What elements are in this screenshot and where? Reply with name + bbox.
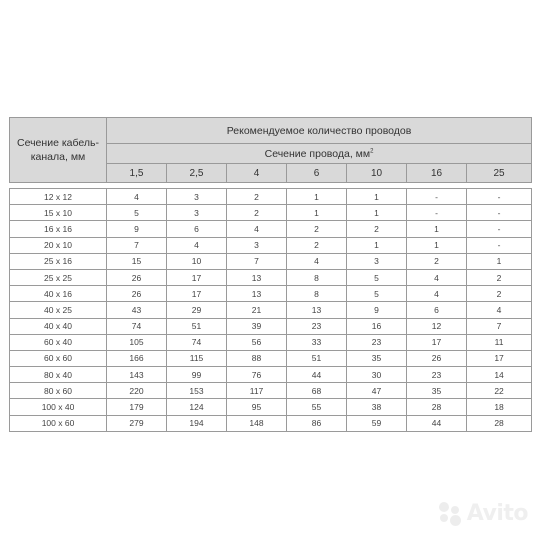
channel-size-cell: 80 x 60	[10, 383, 107, 399]
wire-count-cell: 4	[167, 237, 227, 253]
wire-count-cell: 2	[347, 221, 407, 237]
channel-size-cell: 60 x 40	[10, 334, 107, 350]
wire-count-cell: 13	[227, 286, 287, 302]
avito-watermark	[437, 500, 528, 526]
wire-count-cell: 33	[287, 334, 347, 350]
wire-count-cell: 105	[107, 334, 167, 350]
wire-count-cell: 17	[167, 269, 227, 285]
wire-count-cell: 17	[467, 350, 532, 366]
table-row	[10, 286, 532, 302]
channel-size-cell: 15 x 10	[10, 205, 107, 221]
wire-count-cell: 17	[167, 286, 227, 302]
wire-count-cell: 4	[287, 253, 347, 269]
wire-header	[107, 144, 532, 164]
wire-count-cell: 47	[347, 383, 407, 399]
wire-count-cell: -	[407, 205, 467, 221]
channel-size-cell: 60 x 60	[10, 350, 107, 366]
wire-count-cell: 3	[167, 205, 227, 221]
corner-header: Сечение кабель-канала, мм	[10, 118, 107, 183]
wire-count-cell: 1	[287, 189, 347, 205]
channel-size-cell: 100 x 60	[10, 415, 107, 431]
wire-count-cell: 1	[347, 237, 407, 253]
wire-count-cell: 26	[107, 269, 167, 285]
wire-count-cell: 99	[167, 367, 227, 383]
wire-count-cell: 6	[167, 221, 227, 237]
wire-count-cell: -	[467, 205, 532, 221]
wire-count-cell: 68	[287, 383, 347, 399]
wire-count-cell: 26	[407, 350, 467, 366]
wire-count-cell: -	[467, 189, 532, 205]
wire-size-header: 4	[227, 164, 287, 183]
table-row	[10, 269, 532, 285]
table-row	[10, 253, 532, 269]
wire-count-cell: 13	[287, 302, 347, 318]
wire-count-cell: 22	[467, 383, 532, 399]
wire-count-cell: 9	[347, 302, 407, 318]
wire-count-cell: 6	[407, 302, 467, 318]
wire-count-cell: 7	[227, 253, 287, 269]
wire-count-cell: 74	[167, 334, 227, 350]
wire-header-text: Сечение провода, мм	[264, 147, 371, 160]
wire-count-cell: 5	[347, 286, 407, 302]
table-row	[10, 205, 532, 221]
wire-count-cell: 166	[107, 350, 167, 366]
wire-count-cell: 115	[167, 350, 227, 366]
wire-count-cell: 21	[227, 302, 287, 318]
wire-count-cell: 4	[227, 221, 287, 237]
wire-count-cell: 279	[107, 415, 167, 431]
wire-count-cell: 179	[107, 399, 167, 415]
wire-count-cell: 14	[467, 367, 532, 383]
table-row	[10, 334, 532, 350]
table-row	[10, 237, 532, 253]
wire-count-cell: 11	[467, 334, 532, 350]
wire-count-cell: 16	[347, 318, 407, 334]
table-row	[10, 350, 532, 366]
table-row	[10, 383, 532, 399]
table-row	[10, 415, 532, 431]
channel-size-cell: 12 x 12	[10, 189, 107, 205]
channel-size-cell: 16 x 16	[10, 221, 107, 237]
wire-count-cell: 2	[287, 221, 347, 237]
wire-count-cell: 4	[467, 302, 532, 318]
wire-count-cell: 220	[107, 383, 167, 399]
wire-count-cell: 74	[107, 318, 167, 334]
channel-size-cell: 80 x 40	[10, 367, 107, 383]
wire-size-header: 16	[407, 164, 467, 183]
wire-count-cell: 4	[407, 286, 467, 302]
wire-count-cell: 56	[227, 334, 287, 350]
wire-count-cell: 35	[407, 383, 467, 399]
cable-channel-table	[9, 117, 532, 432]
wire-count-cell: 18	[467, 399, 532, 415]
wire-count-cell: 2	[467, 286, 532, 302]
wire-header-sup: 2	[370, 148, 374, 154]
wire-count-cell: 2	[227, 189, 287, 205]
channel-size-cell: 100 x 40	[10, 399, 107, 415]
wire-size-header: 10	[347, 164, 407, 183]
wire-count-cell: 39	[227, 318, 287, 334]
wire-count-cell: 88	[227, 350, 287, 366]
channel-size-cell: 20 x 10	[10, 237, 107, 253]
wire-count-cell: 76	[227, 367, 287, 383]
wire-count-cell: 86	[287, 415, 347, 431]
table-body	[10, 183, 532, 432]
wire-count-cell: 7	[107, 237, 167, 253]
channel-size-cell: 25 x 25	[10, 269, 107, 285]
wire-count-cell: 51	[167, 318, 227, 334]
wire-count-cell: 5	[347, 269, 407, 285]
channel-size-cell: 40 x 16	[10, 286, 107, 302]
table-row	[10, 367, 532, 383]
wire-count-cell: 17	[407, 334, 467, 350]
avito-watermark-text: Avito	[466, 500, 528, 526]
table-row	[10, 189, 532, 205]
wire-count-cell: 3	[347, 253, 407, 269]
group-header: Рекомендуемое количество проводов	[107, 118, 532, 144]
wire-count-cell: 44	[407, 415, 467, 431]
wire-count-cell: 43	[107, 302, 167, 318]
wire-count-cell: 3	[227, 237, 287, 253]
wire-count-cell: 8	[287, 286, 347, 302]
channel-size-cell: 40 x 40	[10, 318, 107, 334]
wire-count-cell: 5	[107, 205, 167, 221]
wire-size-header: 25	[467, 164, 532, 183]
table-row	[10, 318, 532, 334]
wire-count-cell: 194	[167, 415, 227, 431]
wire-size-header: 1,5	[107, 164, 167, 183]
wire-count-cell: 1	[407, 237, 467, 253]
wire-count-cell: 124	[167, 399, 227, 415]
wire-count-cell: 1	[347, 205, 407, 221]
wire-count-cell: 1	[467, 253, 532, 269]
wire-count-cell: 59	[347, 415, 407, 431]
wire-count-cell: 23	[287, 318, 347, 334]
wire-count-cell: 4	[407, 269, 467, 285]
wire-count-cell: 28	[407, 399, 467, 415]
wire-count-cell: 8	[287, 269, 347, 285]
table-row	[10, 399, 532, 415]
wire-count-cell: 15	[107, 253, 167, 269]
wire-count-cell: 7	[467, 318, 532, 334]
wire-count-cell: 10	[167, 253, 227, 269]
table-row	[10, 302, 532, 318]
wire-size-header: 2,5	[167, 164, 227, 183]
wire-count-cell: -	[467, 237, 532, 253]
wire-count-cell: 30	[347, 367, 407, 383]
wire-count-cell: 35	[347, 350, 407, 366]
wire-count-cell: 1	[407, 221, 467, 237]
wire-count-cell: 28	[467, 415, 532, 431]
wire-count-cell: 26	[107, 286, 167, 302]
table-row	[10, 221, 532, 237]
wire-count-cell: 23	[347, 334, 407, 350]
wire-count-cell: -	[467, 221, 532, 237]
wire-count-cell: 2	[467, 269, 532, 285]
wire-count-cell: 38	[347, 399, 407, 415]
wire-count-cell: 44	[287, 367, 347, 383]
wire-count-cell: 1	[347, 189, 407, 205]
wire-count-cell: 9	[107, 221, 167, 237]
table-header	[10, 118, 532, 183]
wire-count-cell: 153	[167, 383, 227, 399]
wire-count-cell: 2	[287, 237, 347, 253]
channel-size-cell: 25 x 16	[10, 253, 107, 269]
wire-count-cell: 2	[227, 205, 287, 221]
wire-size-header: 6	[287, 164, 347, 183]
avito-logo-icon	[437, 500, 463, 526]
wire-count-cell: 3	[167, 189, 227, 205]
wire-count-cell: 23	[407, 367, 467, 383]
wire-count-cell: 143	[107, 367, 167, 383]
wire-count-cell: 1	[287, 205, 347, 221]
wire-count-cell: 51	[287, 350, 347, 366]
cable-channel-table-container	[9, 117, 531, 432]
wire-count-cell: 12	[407, 318, 467, 334]
wire-count-cell: 95	[227, 399, 287, 415]
channel-size-cell: 40 x 25	[10, 302, 107, 318]
wire-count-cell: 148	[227, 415, 287, 431]
wire-count-cell: 55	[287, 399, 347, 415]
wire-count-cell: 13	[227, 269, 287, 285]
wire-count-cell: 2	[407, 253, 467, 269]
wire-count-cell: -	[407, 189, 467, 205]
wire-count-cell: 117	[227, 383, 287, 399]
wire-count-cell: 4	[107, 189, 167, 205]
wire-count-cell: 29	[167, 302, 227, 318]
